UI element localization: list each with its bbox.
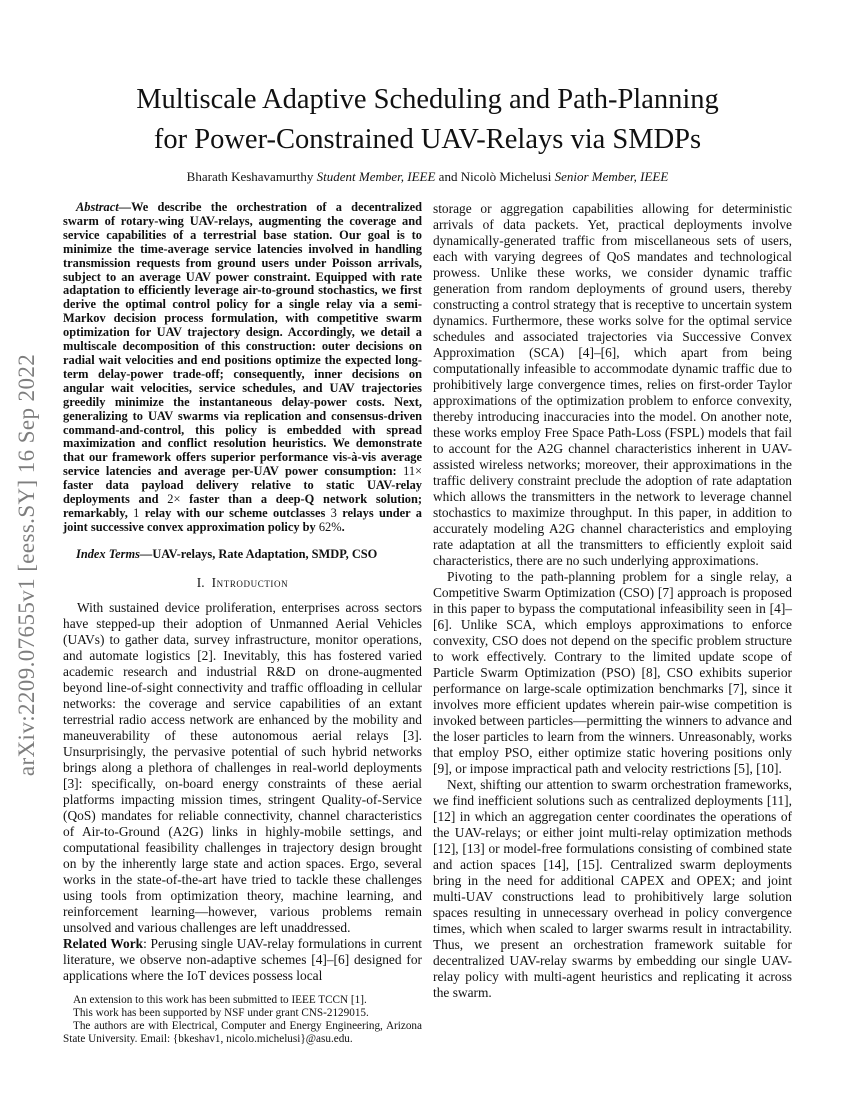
arxiv-watermark: arXiv:2209.07655v1 [eess.SY] 16 Sep 2022 [14,353,39,777]
abstract-stat: 62% [318,519,342,534]
abstract-text: faster data payload delivery relative to static UAV-relay deployments and [63,478,422,507]
title-line-1: Multiscale Adaptive Scheduling and Path-Planning [136,84,719,115]
abstract-label: Abstract— [76,200,132,214]
abstract-stat: 2× [167,492,181,507]
author-role-2: Senior Member, IEEE [554,169,669,184]
footnote-line: An extension to this work has been submitted to IEEE TCCN [1]. [73,993,367,1006]
abstract-stat: 11× [403,464,422,479]
author-name-1: Bharath Keshavamurthy [186,169,317,184]
footnote-block [63,994,422,1046]
body-paragraph: Pivoting to the path-planning problem for a single relay, a Competitive Swarm Optimization (CSO) [7] approach is proposed in this paper to bypass the computational infeasibility seen in [4]–[6]. Unlike SCA, which employs approximations to enforce convexity, CSO does not depend on the specific problem structure to work effectively. Contrary to the limited update scope of Particle Swarm Optimization (PSO) [8], CSO exhibits superior performance on large-scale optimization benchmarks [7], since it involves more efficient updates wherein pair-wise competition is invoked between particles—permitting the winners to advance and the loser particles to learn from the winners. Unreasonably, works that employ PSO, either optimize static hovering positions only [9], or impose impractical path and velocity restrictions [5], [10]. [433,569,792,776]
author-role-1: Student Member, IEEE [316,169,436,184]
authors-conjunction: and [435,169,461,184]
abstract-text: relays under a joint successive convex approximation policy by [63,505,422,534]
related-work-label: Related Work [63,935,144,951]
index-terms-text: UAV-relays, Rate Adaptation, SMDP, CSO [152,546,378,561]
column-right [433,201,792,1046]
title-line-2: for Power-Constrained UAV-Relays via SMDPs [153,124,702,155]
abstract-text: We describe the orchestration of a decentralized swarm of rotary-wing UAV-relays, augmenting the coverage and service capabilities of a terrestrial base station. Our goal is to minimize the time-average service latencies involved in handling transmission requests from ground users under Poisson arrivals, subject to an average UAV power constraint. Equipped with rate adaptation to efficiently leverage air-to-ground stochastics, we first derive the optimal control policy for a single relay via a semi-Markov decision process formulation, with competitive swarm optimization for UAV trajectory design. Accordingly, we detail a multiscale decomposition of this construction: outer decisions on radial wait velocities and end positions optimize the expected long-term delay-power trade-off; consequently, inner decisions on angular wait velocities, service schedules, and UAV trajectories greedily minimize the instantaneous delay-power costs. Next, generalizing to UAV swarms via replication and consensus-driven command-and-control, this policy is embedded with spread maximization and conflict resolution heuristics. We demonstrate that our framework offers superior performance vis-à-vis average service latencies and average per-UAV power consumption: [63,200,422,479]
intro-paragraph: With sustained device proliferation, enterprises across sectors have stepped-up their adoption of Unmanned Aerial Vehicles (UAVs) to gather data, survey infrastructure, monitor operations, and automate logistics [2]. Inevitably, this has fostered varied academic research and industrial R&D on drone-augmented beyond line-of-sight connectivity and traffic offloading in cellular networks: the coverage and service capabilities of an extant terrestrial radio access network are enhanced by the mobility and maneuverability of these autonomous aerial relays [3]. Unsurprisingly, the pervasive potential of such hybrid networks brings along a plethora of challenges in real-world deployments [3]: specifically, on-board energy constraints of these aerial platforms impacting mission times, stringent Quality-of-Service (QoS) mandates for reliable connectivity, channel characteristics of Air-to-Ground (A2G) links in highly-mobile settings, and computational feasibility challenges in trajectory design brought on by the inherently large state and action spaces. Ergo, several works in the state-of-the-art have tried to tackle these challenges using tools from optimization theory, machine learning, and reinforcement learning—however, various problems remain unsolved and various challenges are left unaddressed. [63,599,422,935]
footnote-line: The authors are with Electrical, Computer and Energy Engineering, Arizona State University. Email: {bkeshav1, nicolo.michelusi}@asu.edu. [63,1019,422,1045]
index-terms-label: Index Terms— [76,546,153,561]
body-paragraph: storage or aggregation capabilities allowing for deterministic arrivals of data packets. Yet, practical deployments involve dynamically-generated traffic from miscellaneous sets of users, each with varying degrees of QoS mandates and technological prowess. Unlike these works, we consider dynamic traffic generation from random deployments of ground users, thereby constructing a control strategy that is receptive to uncertain system dynamics. Furthermore, these works solve for the optimal service schedules and associated trajectories via Successive Convex Approximation (SCA) [4]–[6], which apart from being computationally infeasible to accommodate dynamic traffic due to prohibitively large convergence times, relies on first-order Taylor approximations of the optimization problem to enforce convexity, thereby introducing inaccuracies into the model. On another note, these works employ Free Space Path-Loss (FSPL) models that fail to account for the A2G channel characteristics inherent in UAV-assisted wireless networks; moreover, their approximations in the traffic delivery constraint preclude the adoption of rate adaptation which allows the transmitters in the network to leverage channel stochastics to maximize throughput. In this paper, in addition to accurately modeling A2G channel characteristics and employing rate adaptation at all the transmitters to efficiently exploit said characteristics, there are no such underlying approximations. [433,201,792,568]
section-title: Introduction [211,574,289,590]
section-number: I. [196,574,205,590]
author-name-2: Nicolò Michelusi [460,169,555,184]
abstract-text: faster than a deep-Q network solution; remarkably, [63,492,422,520]
abstract-text: . [341,519,345,534]
related-work-text: : Perusing single UAV-relay formulations in current literature, we observe non-adaptive schemes [4]–[6] designed for applications where the IoT devices possess local [63,935,422,983]
page-title [63,80,792,160]
authors-line [63,169,792,185]
column-left [63,201,422,1046]
abstract [63,201,422,535]
abstract-text: relay with our scheme outclasses [139,505,331,520]
index-terms [63,548,422,562]
abstract-stat: 1 [133,505,140,520]
body-paragraph: Next, shifting our attention to swarm orchestration frameworks, we find inefficient solutions such as centralized deployments [11], [12] in which an aggregation center coordinates the operations of the UAV-relays; or either joint multi-relay optimization methods [12], [13] or model-free formulations consisting of combined state and action spaces [14], [15]. Centralized swarm deployments bring in the need for additional CAPEX and OPEX; and joint multi-UAV constructions lead to prohibitively large solution spaces resulting in unnecessary overhead in policy convergence times, which when scaled to larger swarms result in intractability. Thus, we present an orchestration framework suitable for decentralized UAV-relay swarms by embedding our single UAV-relay policy with multi-agent heuristics and replicating it across the swarm. [433,777,792,1000]
related-work-paragraph [63,936,422,984]
abstract-stat: 3 [330,505,337,520]
section-heading-introduction [63,575,422,591]
two-column-body [63,201,792,1046]
footnote-line: This work has been supported by NSF under grant CNS-2129015. [73,1006,369,1019]
